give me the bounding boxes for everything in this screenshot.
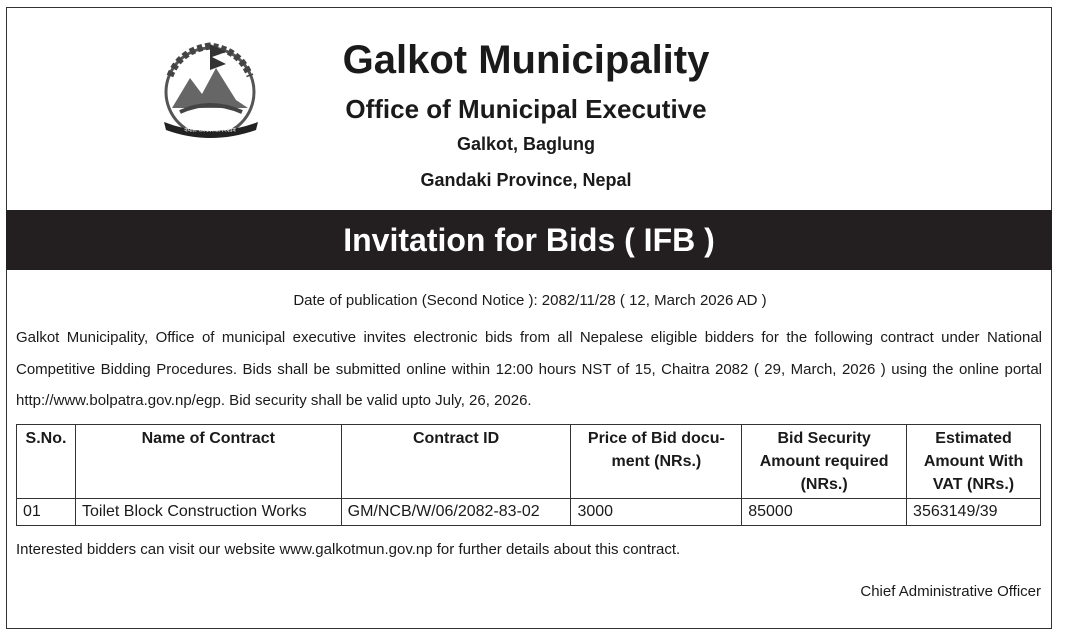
header-bid-doc-price: Price of Bid docu-ment (NRs.) [571,425,742,499]
svg-text:नेपाल सरकारको निशान: नेपाल सरकारको निशान [184,127,236,134]
ifb-banner: Invitation for Bids ( IFB ) [6,210,1052,270]
header-sno: S.No. [17,425,76,499]
contract-table [16,424,1041,526]
header-bid-security: Bid Security Amount required (NRs.) [742,425,907,499]
address-line: Galkot, Baglung [456,134,595,154]
table-row [17,499,1041,526]
cell-contract-name: Toilet Block Construction Works [75,499,341,526]
cell-contract-id: GM/NCB/W/06/2082-83-02 [341,499,571,526]
signature: Chief Administrative Officer [860,583,1041,600]
notice-body: Galkot Municipality, Office of municipal executive invites electronic bids from all Nepalese eligible bidders for the following contract under National Competitive Bidding Procedures. Bids shall be submitted online within 12:00 hours NST of 15, Chaitra 2082 ( 29, March, 2026 ) using the online portal http://www.bolpatra.gov.np/egp. Bid security shall be valid upto July, 26, 2026. [16,329,1042,409]
office-subtitle: Office of Municipal Executive [345,94,707,124]
footer-note: Interested bidders can visit our website www.galkotmun.gov.np for further details about this contract. [16,541,681,558]
cell-bid-security: 85000 [742,499,907,526]
header-estimated-amount: Estimated Amount With VAT (NRs.) [907,425,1041,499]
table-header-row [17,425,1041,499]
header-contract-name: Name of Contract [75,425,341,499]
cell-estimated-amount: 3563149/39 [907,499,1041,526]
province-line: Gandaki Province, Nepal [420,170,632,190]
cell-bid-doc-price: 3000 [571,499,742,526]
cell-sno: 01 [17,499,76,526]
publication-date: Date of publication (Second Notice ): 2082/11/28 ( 12, March 2026 AD ) [293,292,767,309]
municipality-title: Galkot Municipality [342,38,710,82]
header-contract-id: Contract ID [341,425,571,499]
